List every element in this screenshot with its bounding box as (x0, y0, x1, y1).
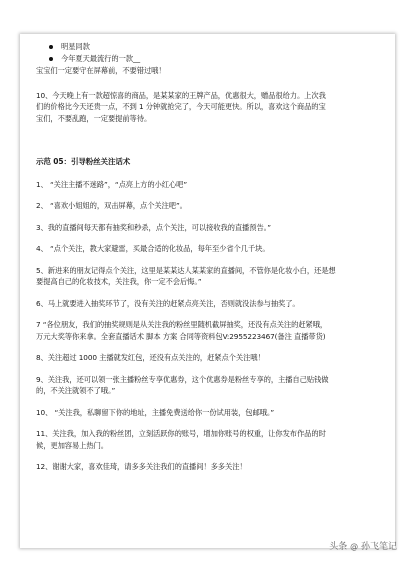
item-line: 11、关注我，加入我的粉丝团，立刻活跃你的账号，增加你账号的权重，让你发布作品的时 (36, 429, 326, 438)
watermark-at: @ (350, 542, 359, 551)
item-line: 6、马上就要进入抽奖环节了，没有关注的赶紧点亮关注，否则就没法参与抽奖了。 (36, 298, 300, 308)
list-item (36, 374, 388, 397)
item-line: 5、新进来的朋友记得点个关注，这里是某某达人某某家的直播间，不管你是化妆小白，还是想 (36, 265, 336, 275)
bullet-item (36, 41, 388, 53)
item-line: 的，不关注就领不了哦。” (36, 386, 116, 395)
list-item (36, 243, 388, 255)
list-item (36, 407, 388, 419)
list-item (36, 428, 388, 451)
watermark-prefix: 头条 (329, 542, 348, 552)
list-item (36, 222, 388, 234)
list-item (36, 352, 388, 364)
list-item (36, 298, 388, 310)
item-line: 10、今天晚上有一款超惊喜的商品，是某某家的王牌产品，优惠很大，赠品很给力。上次我 (36, 90, 326, 100)
item-line: 要提高自己的化妆技术，关注我，你一定不会后悔。” (36, 277, 202, 286)
item-line: 们的价格比今天还贵一点，不到 1 分钟就抢完了，今天可能更快。所以，喜欢这个商品的宝 (36, 102, 326, 111)
bullet-dot-icon (49, 57, 53, 61)
item-line: 候，更加容易上热门。 (36, 440, 108, 450)
list-item (36, 179, 388, 191)
item-10-previous (36, 90, 388, 125)
list-item (36, 265, 388, 288)
document-content (36, 41, 388, 473)
item-line: 8、关注超过 1000 主播就发红包，还没有点关注的，赶紧点个关注哦！ (36, 353, 265, 362)
list-item (36, 461, 388, 473)
list-item (36, 319, 388, 342)
item-line: 宝们，不要乱跑，一定要提前等待。 (36, 113, 152, 123)
item-line: 4、 “点个关注，教大家避雷，买最合适的化妆品，每年至少省个几千块。 (36, 244, 270, 253)
item-line: 1、 “关注主播不迷路”，“点亮上方的小红心吧” (36, 179, 188, 189)
watermark-author: 孙飞笔记 (360, 542, 397, 552)
bullet-dot-icon (49, 45, 53, 49)
bullet-item (36, 53, 388, 65)
watermark (329, 539, 397, 552)
item-line: 9、关注我，还可以领一张主播粉丝专享优惠券，这个优惠券是粉丝专享的，主播自己贴钱做 (36, 374, 329, 384)
bullet-text: 明星同款 (61, 42, 90, 51)
section-title: 示范 05：引导粉丝关注话术 (36, 157, 131, 166)
bullet-text: 今年夏天最流行的一款__ (61, 54, 141, 63)
item-line: 3、我的直播间每天都有抽奖和秒杀，点个关注，可以接收我的直播预告。” (36, 222, 271, 232)
intro-line: 宝宝们一定要守在屏幕前，不要错过哦！ (36, 66, 166, 75)
item-line: 10、 “关注我，私聊留下你的地址，主播免费送给你一份试用装，包邮哦。” (36, 407, 275, 417)
list-item (36, 200, 388, 212)
item-line: 2、 “喜欢小姐姐的，双击屏幕，点个关注吧”。 (36, 201, 187, 210)
item-line: 万元大奖等你来拿。全套直播话术 脚本 方案 合同等资料包V:2955223467(备注 直播带货) (36, 331, 326, 341)
item-line: 7 “各位朋友，我们的抽奖规则是从关注我的粉丝里随机截屏抽奖，还没有点关注的赶紧哦， (36, 320, 328, 329)
item-line: 12、谢谢大家，喜欢佳琦，请多多关注我们的直播间！多多关注！ (36, 462, 247, 471)
